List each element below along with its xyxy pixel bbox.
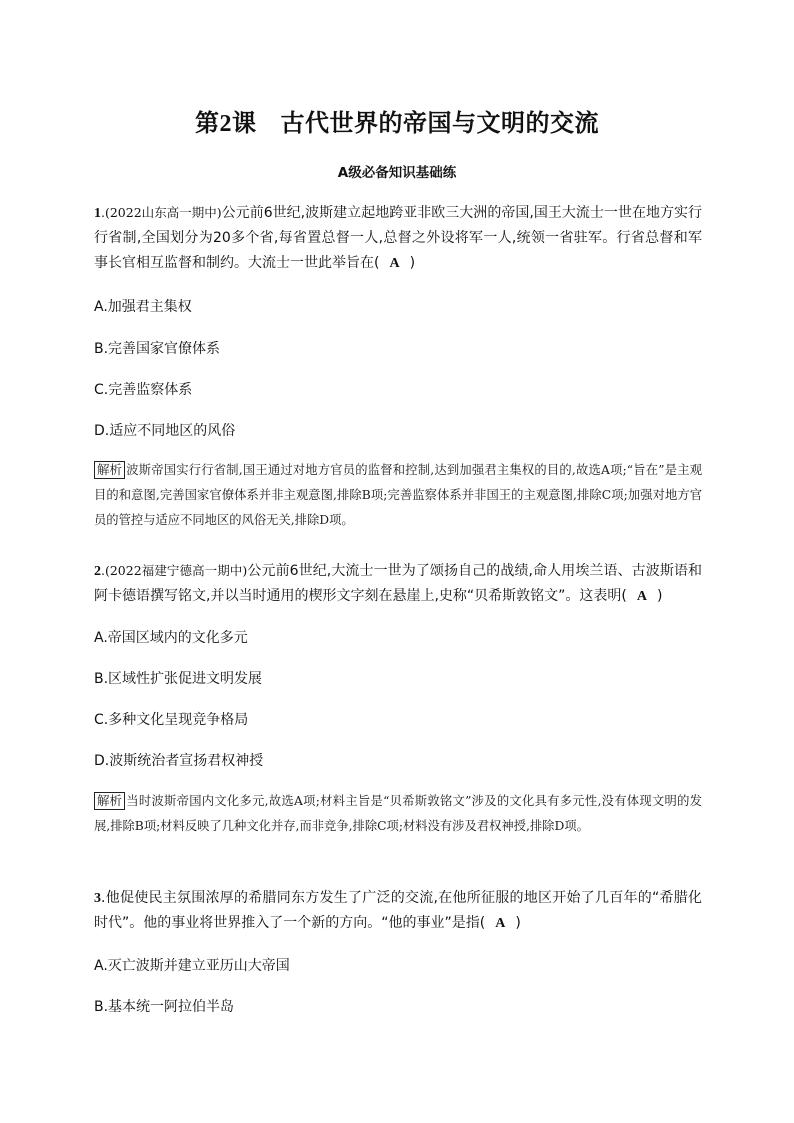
question-close: ) <box>409 255 416 271</box>
question-number: 3 <box>94 891 101 906</box>
question-2-option-c: C.多种文化呈现竞争格局 <box>94 712 249 728</box>
question-1-explanation <box>94 458 702 533</box>
lesson-title <box>0 103 794 138</box>
question-text: 公元前6世纪,大流士一世为了颂扬自己的战绩,命人用埃兰语、古波斯语和阿卡德语撰写铭文,并以当时通用的楔形文字刻在悬崖上,史称“贝希斯敦铭文”。这表明( <box>94 563 702 604</box>
answer-letter: A <box>636 589 647 604</box>
question-3-stem <box>94 886 702 936</box>
explanation-text: 波斯帝国实行行省制,国王通过对地方官员的监督和控制,达到加强君主集权的目的,故选A项;“旨在”是主观目的和意图,完善国家官僚体系并非主观意图,排除B项;完善监察体系并非国王的主观意图,排除C项;加强对地方官员的管控与适应不同地区的风俗无关,排除D项。 <box>94 463 702 527</box>
question-text: 公元前6世纪,波斯建立起地跨亚非欧三大洲的帝国,国王大流士一世在地方实行行省制,全国划分为20多个省,每省置总督一人,总督之外设将军一人,统领一省驻军。行省总督和军事长官相互监督和制约。大流士一世此举旨在( <box>94 205 702 271</box>
question-1-stem <box>94 200 702 276</box>
answer-letter: A <box>389 256 400 271</box>
explanation-text: 当时波斯帝国内文化多元,故选A项;材料主旨是“贝希斯敦铭文”涉及的文化具有多元性,没有体现文明的发展,排除B项;材料反映了几种文化并存,而非竞争,排除C项;材料没有涉及君权神授,排除D项。 <box>94 794 702 833</box>
question-3-option-a: A.灭亡波斯并建立亚历山大帝国 <box>94 958 290 974</box>
question-text: .他促使民主氛围浓厚的希腊同东方发生了广泛的交流,在他所征服的地区开始了几百年的“希腊化时代”。他的事业将世界推入了一个新的方向。“他的事业”是指( <box>94 890 702 931</box>
lesson-suffix: 课 <box>232 109 257 137</box>
question-close: ) <box>515 915 521 931</box>
question-2-option-a: A.帝国区域内的文化多元 <box>94 630 248 646</box>
question-1-option-a: A.加强君主集权 <box>94 299 192 315</box>
question-number: 2 <box>94 564 101 579</box>
question-2-option-b: B.区域性扩张促进文明发展 <box>94 671 263 687</box>
lesson-prefix: 第 <box>195 109 220 137</box>
question-1-option-b: B.完善国家官僚体系 <box>94 341 221 357</box>
question-close: ) <box>657 588 663 604</box>
question-1-option-c: C.完善监察体系 <box>94 382 193 398</box>
question-2-option-d: D.波斯统治者宣扬君权神授 <box>94 753 264 769</box>
question-2-stem <box>94 558 702 609</box>
question-3-option-b: B.基本统一阿拉伯半岛 <box>94 999 235 1015</box>
lesson-title-text: 古代世界的帝国与文明的交流 <box>280 109 599 137</box>
answer-letter: A <box>495 916 506 931</box>
lesson-number: 2 <box>219 111 232 137</box>
explanation-tag: 解析 <box>94 792 125 810</box>
question-source: .(2022山东高一期中) <box>101 205 222 220</box>
question-source: .(2022福建宁德高一期中) <box>101 563 248 578</box>
section-heading: A级必备知识基础练 <box>337 165 457 181</box>
explanation-tag: 解析 <box>94 461 125 479</box>
question-2-explanation <box>94 789 702 839</box>
question-1-option-d: D.适应不同地区的风俗 <box>94 423 236 439</box>
question-number: 1 <box>94 206 101 221</box>
